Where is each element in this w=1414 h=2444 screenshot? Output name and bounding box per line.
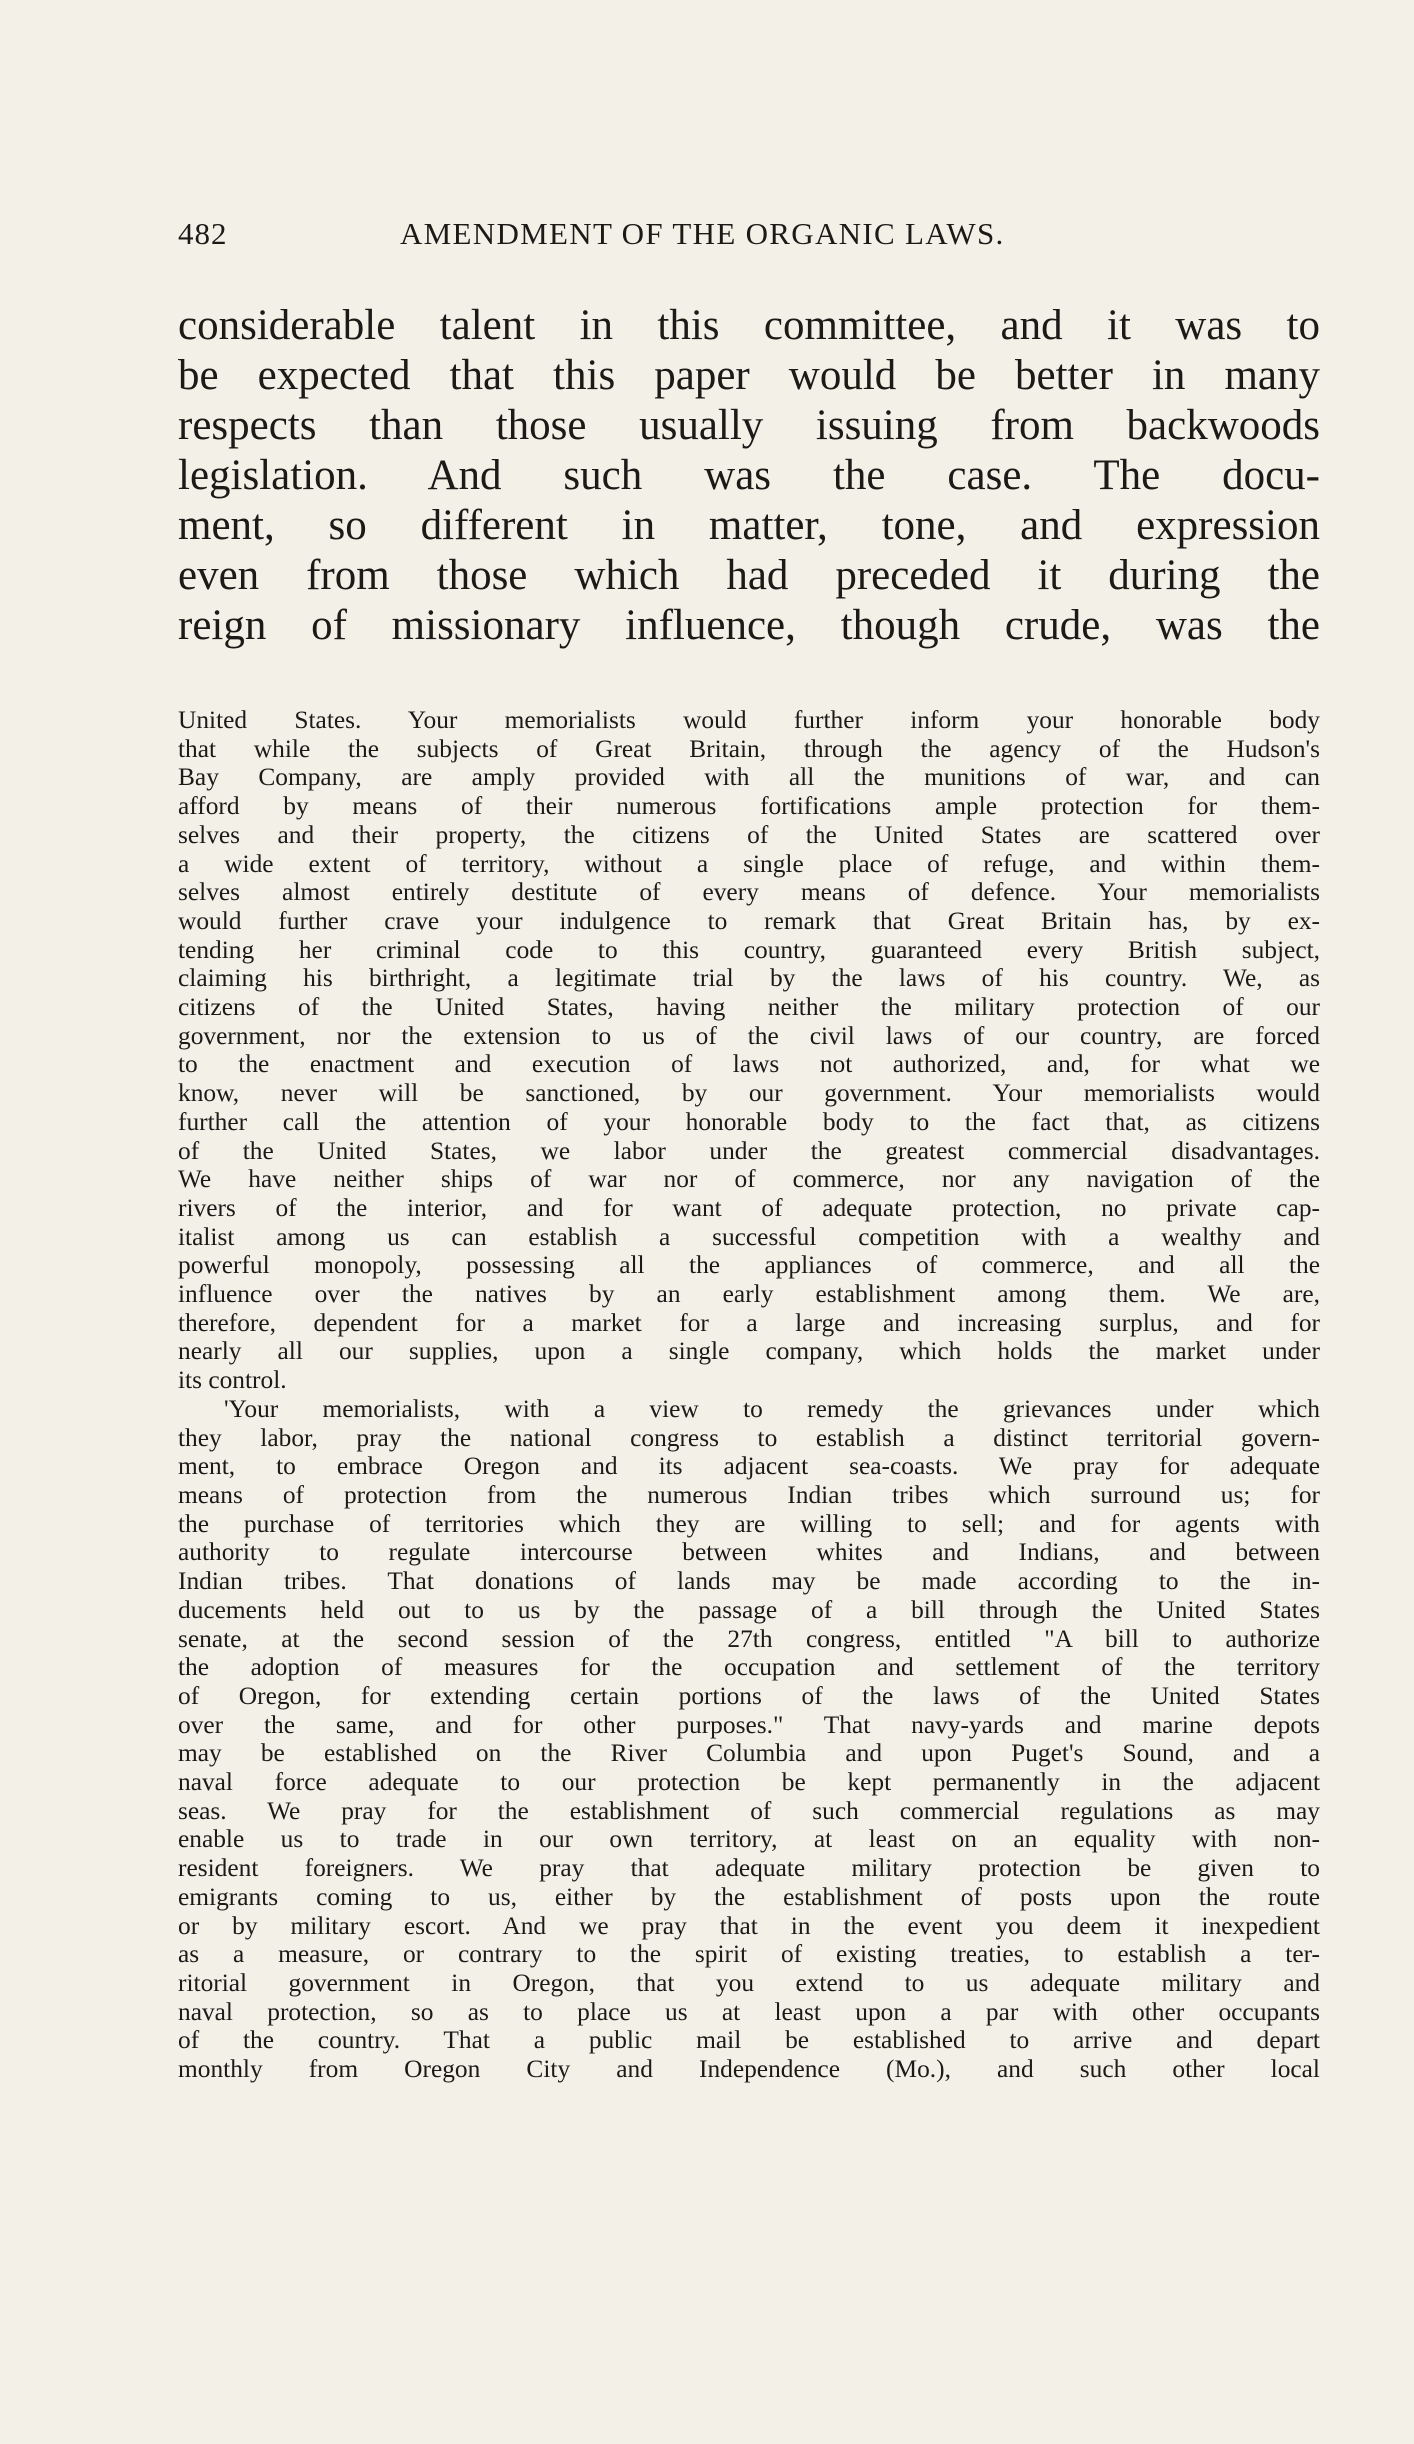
text-line: naval force adequate to our protection be kept permanently in the adjacent <box>178 1768 1320 1797</box>
text-line: seas. We pray for the establishment of such commercial regulations as may <box>178 1796 1320 1825</box>
text-line: means of protection from the numerous Indian tribes which surround us; for <box>178 1480 1320 1509</box>
running-head <box>178 216 1320 266</box>
text-line: further call the attention of your honorable body to the fact that, as citizens <box>178 1107 1320 1136</box>
page-number: 482 <box>178 216 228 251</box>
text-line: as a measure, or contrary to the spirit of existing treaties, to establish a ter- <box>178 1940 1320 1969</box>
text-line: therefore, dependent for a market for a large and increasing surplus, and for <box>178 1308 1320 1337</box>
text-line: reign of missionary influence, though crude, was the <box>178 602 1320 649</box>
text-line: United States. Your memorialists would further inform your honorable body <box>178 706 1320 734</box>
text-line: of the United States, we labor under the greatest commercial disadvantages. <box>178 1136 1320 1165</box>
text-line: 'Your memorialists, with a view to remedy the grievances under which <box>224 1394 1320 1423</box>
text-line: legislation. And such was the case. The docu- <box>178 452 1320 499</box>
text-line: emigrants coming to us, either by the establishment of posts upon the route <box>178 1882 1320 1911</box>
text-line: rivers of the interior, and for want of adequate protection, no private cap- <box>178 1193 1320 1222</box>
text-line: its control. <box>178 1366 287 1395</box>
text-line: influence over the natives by an early establishment among them. We are, <box>178 1280 1320 1309</box>
text-line: Bay Company, are amply provided with all the munitions of war, and can <box>178 763 1320 792</box>
text-line: italist among us can establish a successful competition with a wealthy and <box>178 1222 1320 1251</box>
text-line: selves almost entirely destitute of every means of defence. Your memorialists <box>178 878 1320 907</box>
text-line: they labor, pray the national congress to establish a distinct territorial govern- <box>178 1423 1320 1452</box>
text-line: resident foreigners. We pray that adequate military protection be given to <box>178 1854 1320 1883</box>
text-line: selves and their property, the citizens of the United States are scattered over <box>178 820 1320 849</box>
text-line: tending her criminal code to this country, guaranteed every British subject, <box>178 935 1320 964</box>
text-line: ritorial government in Oregon, that you extend to us adequate military and <box>178 1968 1320 1997</box>
text-line: monthly from Oregon City and Independence (Mo.), and such other local <box>178 2055 1320 2084</box>
text-line: naval protection, so as to place us at least upon a par with other occupants <box>178 1997 1320 2026</box>
text-line: or by military escort. And we pray that in the event you deem it inexpedient <box>178 1911 1320 1940</box>
text-line: a wide extent of territory, without a single place of refuge, and within them- <box>178 849 1320 878</box>
text-line: considerable talent in this committee, and it was to <box>178 302 1320 349</box>
text-line: ment, so different in matter, tone, and expression <box>178 502 1320 549</box>
text-line: that while the subjects of Great Britain, through the agency of the Hudson's <box>178 734 1320 763</box>
text-line: senate, at the second session of the 27th congress, entitled "A bill to authorize <box>178 1624 1320 1653</box>
text-line: nearly all our supplies, upon a single company, which holds the market under <box>178 1337 1320 1366</box>
memorial-paragraph-1 <box>178 706 1320 1395</box>
text-line: of the country. That a public mail be established to arrive and depart <box>178 2026 1320 2055</box>
text-line: authority to regulate intercourse between whites and Indians, and between <box>178 1538 1320 1567</box>
text-line: ment, to embrace Oregon and its adjacent sea-coasts. We pray for adequate <box>178 1452 1320 1481</box>
text-line: to the enactment and execution of laws not authorized, and, for what we <box>178 1050 1320 1079</box>
text-line: We have neither ships of war nor of commerce, nor any navigation of the <box>178 1165 1320 1194</box>
text-line: afford by means of their numerous fortifications ample protection for them- <box>178 792 1320 821</box>
narrative-paragraph <box>178 301 1320 651</box>
text-line: ducements held out to us by the passage of a bill through the United States <box>178 1595 1320 1624</box>
text-line: would further crave your indulgence to remark that Great Britain has, by ex- <box>178 906 1320 935</box>
text-line: of Oregon, for extending certain portions of the laws of the United States <box>178 1681 1320 1710</box>
text-line: claiming his birthright, a legitimate trial by the laws of his country. We, as <box>178 964 1320 993</box>
text-line: respects than those usually issuing from backwoods <box>178 402 1320 449</box>
text-line: the purchase of territories which they are willing to sell; and for agents with <box>178 1509 1320 1538</box>
text-line: may be established on the River Columbia and upon Puget's Sound, and a <box>178 1739 1320 1768</box>
text-line: powerful monopoly, possessing all the appliances of commerce, and all the <box>178 1251 1320 1280</box>
running-title: AMENDMENT OF THE ORGANIC LAWS. <box>400 216 1005 251</box>
text-line: know, never will be sanctioned, by our government. Your memorialists would <box>178 1079 1320 1108</box>
text-line: Indian tribes. That donations of lands may be made according to the in- <box>178 1567 1320 1596</box>
text-line: government, nor the extension to us of the civil laws of our country, are forced <box>178 1021 1320 1050</box>
text-line: over the same, and for other purposes." That navy-yards and marine depots <box>178 1710 1320 1739</box>
text-line: even from those which had preceded it during the <box>178 552 1320 599</box>
memorial-quotation <box>178 706 1320 2084</box>
text-line: the adoption of measures for the occupation and settlement of the territory <box>178 1653 1320 1682</box>
text-line: be expected that this paper would be better in many <box>178 352 1320 399</box>
text-line: enable us to trade in our own territory, at least on an equality with non- <box>178 1825 1320 1854</box>
memorial-paragraph-2 <box>178 1395 1320 2084</box>
text-line: citizens of the United States, having neither the military protection of our <box>178 993 1320 1022</box>
